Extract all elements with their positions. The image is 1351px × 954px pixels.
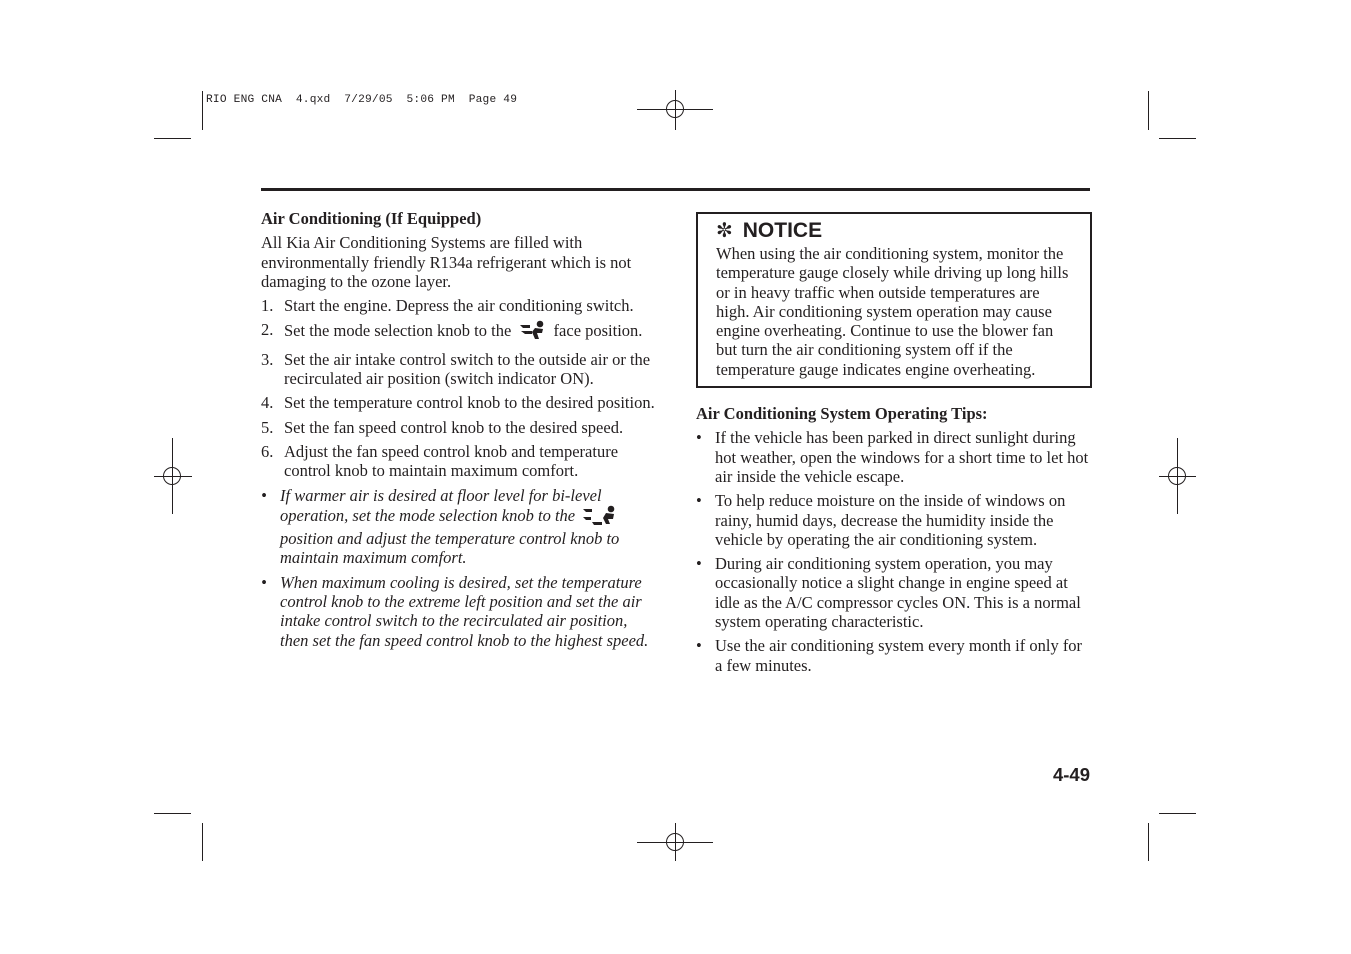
tip-text: To help reduce moisture on the inside of windows on rainy, humid days, decrease the humidity inside the vehicle by operating the air conditioning system. [715,491,1066,549]
header-rule [261,188,1090,191]
notice-header [716,218,1074,244]
notice-body: When using the air conditioning system, monitor the temperature gauge closely while driving up long hills or in heavy traffic when outside temperatures are high. Air conditioning system operation may cause engine overheating. Continue to use the blower fan but turn the air conditioning system off if the temperature gauge indicates engine overheating. [716,244,1069,379]
bullet: • [696,554,702,574]
notice-title: NOTICE [742,219,823,242]
notice-symbol-icon: ✼ [716,220,733,242]
note-text-part: If warmer air is desired at floor level for bi-level operation, set the mode selection knob to the [280,485,602,525]
note-item [261,573,657,650]
step-number: 6. [261,441,274,461]
bullet: • [261,572,267,592]
notice-box [696,212,1092,388]
step-number: 1. [261,296,274,316]
note-text [280,486,657,568]
tip-item [696,554,1092,631]
section-heading: Air Conditioning (If Equipped) [261,209,482,228]
step-text-part: face position. [553,321,643,341]
note-text: When maximum cooling is desired, set the temperature control knob to the extreme left position and set the air intake control switch to the recirculated air position, then set the fan speed control knob to the highest speed. [280,572,649,650]
intro-paragraph: All Kia Air Conditioning Systems are filled with environmentally friendly R134a refrigerant which is not damaging to the ozone layer. [261,233,632,291]
crop-mark [202,823,203,861]
tip-item [696,636,1092,675]
tip-item [696,491,1092,549]
step-item [261,442,657,481]
step-item [261,393,657,412]
step-text: Adjust the fan speed control knob and temperature control knob to maintain maximum comfort. [284,441,619,481]
step-number: 5. [261,417,274,437]
bullet: • [696,428,702,448]
tip-item [696,428,1092,486]
tip-text: Use the air conditioning system every month if only for a few minutes. [715,636,1083,675]
crop-mark [154,813,191,814]
left-column [261,209,657,655]
step-item [261,418,657,437]
tip-text: If the vehicle has been parked in direct sunlight during hot weather, open the windows for a short time to let hot air inside the vehicle escape. [715,428,1089,486]
step-text: Start the engine. Depress the air conditioning switch. [284,296,634,316]
step-item [261,320,657,344]
face-vent-icon [518,320,546,344]
step-number: 4. [261,393,274,413]
step-item [261,296,657,315]
crop-mark [202,91,203,130]
bullet: • [696,491,702,511]
step-text-part: Set the mode selection knob to the [284,321,512,341]
tips-heading: Air Conditioning System Operating Tips: [696,404,988,424]
note-item [261,486,657,568]
print-slug: RIO ENG CNA 4.qxd 7/29/05 5:06 PM Page 49 [206,94,518,106]
note-text-part: position and adjust the temperature control knob to maintain maximum comfort. [280,529,620,568]
tip-text: During air conditioning system operation, you may occasionally notice a slight change in engine speed at idle as the A/C compressor cycles ON. This is a normal system operating characteristic. [715,554,1081,632]
crop-mark [1148,823,1149,861]
bullet: • [261,485,267,505]
crop-mark [1159,138,1196,139]
page-number: 4-49 [1052,764,1090,785]
crop-mark [154,138,191,139]
step-number: 3. [261,349,274,369]
right-column [696,212,1092,680]
step-text: Set the fan speed control knob to the desired speed. [284,417,624,437]
step-text [284,320,642,344]
step-item [261,350,657,389]
bi-level-vent-icon [582,505,616,529]
crop-mark [1159,813,1196,814]
bullet: • [696,636,702,656]
step-text: Set the temperature control knob to the desired position. [284,393,655,413]
step-number: 2. [261,320,274,340]
crop-mark [1148,91,1149,130]
step-text: Set the air intake control switch to the outside air or the recirculated air position (switch indicator ON). [284,349,651,389]
